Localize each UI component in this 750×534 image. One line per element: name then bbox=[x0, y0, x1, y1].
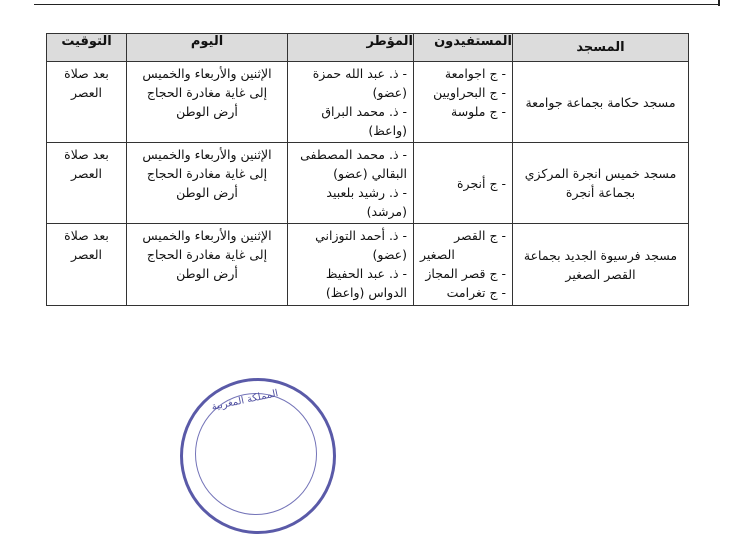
day-line: إلى غاية مغادرة الحجاج bbox=[146, 85, 268, 100]
cell-mosque: مسجد فرسيوة الجديد بجماعة القصر الصغير bbox=[513, 224, 689, 306]
time-line: بعد صلاة bbox=[64, 66, 109, 81]
table-header-row bbox=[47, 34, 689, 62]
header-supervisor: المؤطر bbox=[288, 34, 414, 62]
supervisor-line: - ذ. عبد الحفيظ bbox=[325, 266, 407, 281]
header-day: اليوم bbox=[127, 34, 288, 62]
supervisor-line: - ذ. عبد الله حمزة bbox=[312, 66, 407, 81]
supervisor-line: (واعظ) bbox=[368, 123, 407, 138]
stamp-text: المملكة المغربية bbox=[210, 388, 280, 413]
supervisor-line: - ذ. محمد البراق bbox=[321, 104, 407, 119]
cell-supervisor bbox=[288, 143, 414, 224]
supervisor-line: (عضو) bbox=[372, 85, 407, 100]
beneficiary-line: - ج أنجرة bbox=[457, 175, 506, 191]
beneficiary-line: - ج ملوسة bbox=[451, 104, 506, 119]
day-line: الإثنين والأربعاء والخميس bbox=[142, 228, 272, 243]
time-line: العصر bbox=[70, 85, 103, 100]
day-line: الإثنين والأربعاء والخميس bbox=[142, 147, 272, 162]
supervisor-line: (مرشد) bbox=[366, 204, 407, 219]
day-line: أرض الوطن bbox=[176, 266, 238, 281]
header-time: التوقيت bbox=[47, 34, 127, 62]
table-row bbox=[47, 143, 689, 224]
cell-time bbox=[47, 143, 127, 224]
page-frame-line bbox=[34, 0, 719, 5]
cell-supervisor bbox=[288, 224, 414, 306]
beneficiary-line: - ج البحراويين bbox=[433, 85, 506, 100]
header-beneficiaries: المستفيدون bbox=[414, 34, 513, 62]
time-line: العصر bbox=[70, 166, 103, 181]
page-frame-corner bbox=[718, 0, 720, 6]
supervisor-line: - ذ. أحمد التوزاني bbox=[315, 228, 407, 243]
official-stamp bbox=[180, 378, 336, 534]
cell-beneficiaries bbox=[414, 143, 513, 224]
cell-beneficiaries bbox=[414, 224, 513, 306]
beneficiary-line: - ج قصر المجاز bbox=[425, 266, 506, 281]
supervisor-line: (عضو) bbox=[372, 247, 407, 262]
supervisor-line: البقالي (عضو) bbox=[333, 166, 407, 181]
beneficiary-line: - ج اجوامعة bbox=[444, 66, 506, 81]
cell-time bbox=[47, 62, 127, 143]
supervisor-line: - ذ. رشيد بلعبيد bbox=[326, 185, 407, 200]
cell-supervisor bbox=[288, 62, 414, 143]
day-line: الإثنين والأربعاء والخميس bbox=[142, 66, 272, 81]
cell-time bbox=[47, 224, 127, 306]
supervisor-line: الدواس (واعظ) bbox=[325, 285, 407, 300]
table-row bbox=[47, 62, 689, 143]
time-line: بعد صلاة bbox=[64, 147, 109, 162]
beneficiary-line: - ج تغرامت bbox=[446, 285, 506, 300]
cell-day bbox=[127, 143, 288, 224]
supervisor-line: - ذ. محمد المصطفى bbox=[300, 147, 407, 162]
table-row bbox=[47, 224, 689, 306]
day-line: إلى غاية مغادرة الحجاج bbox=[146, 247, 268, 262]
beneficiary-line: الصغير bbox=[420, 247, 455, 262]
cell-mosque: مسجد حكامة بجماعة جوامعة bbox=[513, 62, 689, 143]
cell-day bbox=[127, 224, 288, 306]
cell-mosque: مسجد خميس انجرة المركزي بجماعة أنجرة bbox=[513, 143, 689, 224]
schedule-table bbox=[46, 33, 689, 306]
day-line: إلى غاية مغادرة الحجاج bbox=[146, 166, 268, 181]
day-line: أرض الوطن bbox=[176, 104, 238, 119]
time-line: العصر bbox=[70, 247, 103, 262]
cell-day bbox=[127, 62, 288, 143]
cell-beneficiaries bbox=[414, 62, 513, 143]
day-line: أرض الوطن bbox=[176, 185, 238, 200]
beneficiary-line: - ج القصر bbox=[454, 228, 506, 243]
time-line: بعد صلاة bbox=[64, 228, 109, 243]
header-mosque: المسجد bbox=[513, 34, 689, 62]
